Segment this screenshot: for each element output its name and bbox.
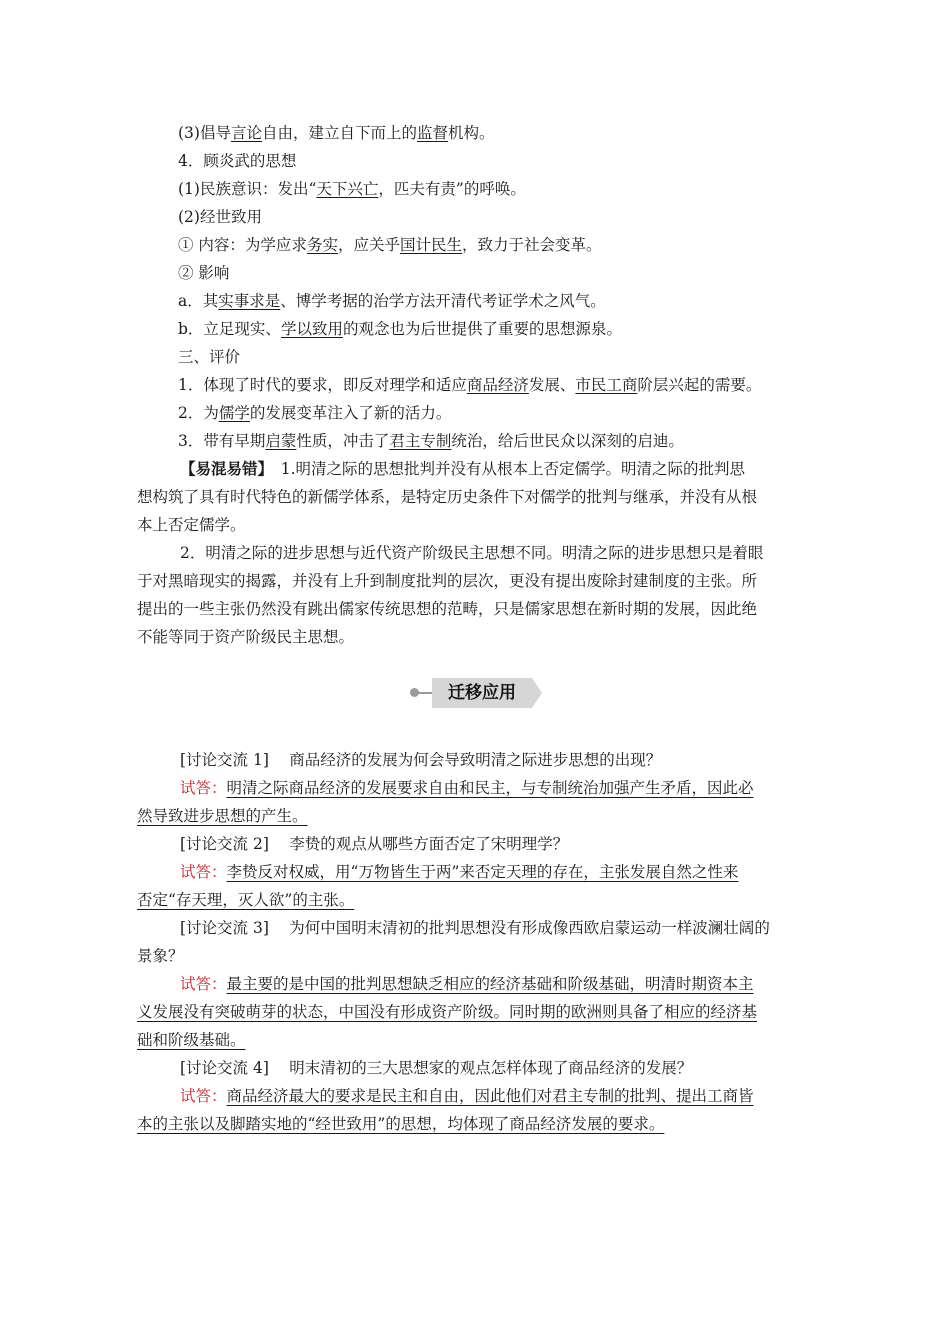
answer-3: 试答：最主要的是中国的批判思想缺乏相应的经济基础和阶级基础，明清时期资本主 xyxy=(180,975,754,993)
question-1: [讨论交流 1] 商品经济的发展为何会导致明清之际进步思想的出现？ xyxy=(180,751,662,769)
text-line: 想构筑了具有时代特色的新儒学体系，是特定历史条件下对儒学的批判与继承，并没有从根 xyxy=(137,488,758,506)
answer-label: 试答： xyxy=(180,863,227,881)
text-line: 义发展没有突破萌芽的状态，中国没有形成资产阶级。同时期的欧洲则具备了相应的经济基 xyxy=(137,1003,758,1021)
text-line: 于对黑暗现实的揭露，并没有上升到制度批判的层次，更没有提出废除封建制度的主张。所 xyxy=(137,572,758,590)
heading-evaluation: 三、评价 xyxy=(178,348,241,366)
text-line: 不能等同于资产阶级民主思想。 xyxy=(137,628,355,646)
text-line: ② 影响 xyxy=(178,264,230,282)
text-line: 提出的一些主张仍然没有跳出儒家传统思想的范畴，只是儒家思想在新时期的发展，因此绝 xyxy=(137,600,758,618)
text-line: (1)民族意识：发出“天下兴亡，匹夫有责”的呼唤。 xyxy=(178,180,526,198)
text-line: a．其实事求是、博学考据的治学方法开清代考证学术之风气。 xyxy=(178,292,606,310)
text-line: 然导致进步思想的产生。 xyxy=(137,807,308,825)
text-line: 景象？ xyxy=(137,947,184,965)
text-line: (2)经世致用 xyxy=(178,208,262,226)
answer-label: 试答： xyxy=(180,779,227,797)
question-2: [讨论交流 2] 李贽的观点从哪些方面否定了宋明理学？ xyxy=(180,835,569,853)
answer-label: 试答： xyxy=(180,1087,227,1105)
text-line: 本上否定儒学。 xyxy=(137,516,246,534)
heading-gu-yanwu: 4．顾炎武的思想 xyxy=(178,152,297,170)
text-line: 3．带有早期启蒙性质，冲击了君主专制统治，给后世民众以深刻的启迪。 xyxy=(178,432,684,450)
question-4: [讨论交流 4] 明末清初的三大思想家的观点怎样体现了商品经济的发展？ xyxy=(180,1059,693,1077)
tip-label: 【易混易错】 xyxy=(180,459,266,478)
text-line: ① 内容：为学应求务实，应关乎国计民生，致力于社会变革。 xyxy=(178,236,602,254)
answer-1: 试答：明清之际商品经济的发展要求自由和民主，与专制统治加强产生矛盾，因此必 xyxy=(180,779,754,797)
text-line: b．立足现实、学以致用的观念也为后世提供了重要的思想源泉。 xyxy=(178,320,622,338)
section-banner xyxy=(410,678,540,708)
answer-4: 试答：商品经济最大的要求是民主和自由，因此他们对君主专制的批判、提出工商皆 xyxy=(180,1087,754,1105)
text-line: 1．体现了时代的要求，即反对理学和适应商品经济发展、市民工商阶层兴起的需要。 xyxy=(178,376,762,394)
banner-arrow-icon xyxy=(532,678,542,708)
answer-label: 试答： xyxy=(180,975,227,993)
text-line: 2．明清之际的进步思想与近代资产阶级民主思想不同。明清之际的进步思想只是着眼 xyxy=(180,544,764,562)
text-line: 否定“存天理，灭人欲”的主张。 xyxy=(137,891,355,909)
banner-title: 迁移应用 xyxy=(432,678,532,708)
question-3: [讨论交流 3] 为何中国明末清初的批判思想没有形成像西欧启蒙运动一样波澜壮阔的 xyxy=(180,919,770,937)
text-line: 2．为儒学的发展变革注入了新的活力。 xyxy=(178,404,452,422)
tip-paragraph: 【易混易错】 1.明清之际的思想批判并没有从根本上否定儒学。明清之际的批判思 xyxy=(180,459,746,478)
text-line: 础和阶级基础。 xyxy=(137,1031,246,1049)
text-line: 本的主张以及脚踏实地的“经世致用”的思想，均体现了商品经济发展的要求。 xyxy=(137,1115,665,1133)
answer-2: 试答：李贽反对权威，用“万物皆生于两”来否定天理的存在，主张发展自然之性来 xyxy=(180,863,739,881)
text-line: (3)倡导言论自由，建立自下而上的监督机构。 xyxy=(178,124,495,142)
